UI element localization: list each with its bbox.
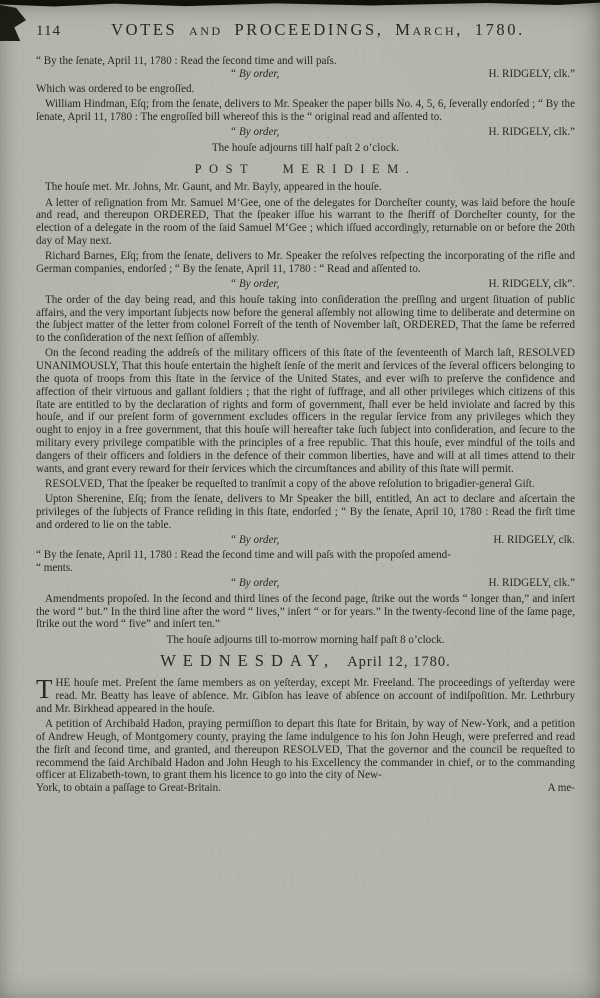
wednesday-heading (36, 651, 575, 671)
engrossment-note: Which was ordered to be engroſſed. (36, 83, 195, 96)
paragraph-resolved-gist: RESOLVED, That the ſpeaker be requeſted to tranſmit a copy of the above reſolution to brigadier-general Giſt. (45, 477, 535, 490)
paragraph-last-line (36, 782, 575, 795)
senate-endorsement-continuation: “ ments. (36, 562, 73, 575)
clerk-signature: H. RIDGELY, clk.” (488, 577, 575, 590)
clerk-signature: H. RIDGELY, clk. (493, 534, 575, 547)
attestation-line (36, 278, 575, 291)
clerk-signature: H. RIDGELY, clk.” (488, 126, 575, 139)
paragraph-mcgee-resignation: A letter of reſignation from Mr. Samuel M‘Gee, one of the delegates for Dorcheſter county, was laid before the houſe and read, and thereupon ORDERED, That the ſpeaker iſſue his warrant to the ſheriff of Dorcheſter county, for the election of a delegate in the room of the ſaid Samuel M‘Gee ; which iſſued accordingly, returnable on or before the 20th day of May next. (36, 196, 575, 248)
running-header (36, 20, 575, 40)
attestation-line (36, 534, 575, 547)
page-number: 114 (36, 23, 61, 39)
page-title: VOTES and PROCEEDINGS, March, 1780. (111, 20, 525, 39)
paragraph-order-of-day: The order of the day being read, and this houſe taking into conſideration the preſſing and urgent ſituation of public affairs, and the very important ſubjects now before the general aſſembly not allowing time to deliberate and determine on the ſubject matter of the letter from colonel Forreſt of the tenth of November laſt, ORDERED, That the ſame be referred to the conſideration of the next ſeſſion of aſſembly. (36, 293, 575, 345)
adjournment-line: The houſe adjourns till half paſt 2 o’clock. (211, 141, 400, 154)
senate-endorsement-line: “ By the ſenate, April 11, 1780 : Read the ſecond time and will paſs with the propoſed amend- (36, 549, 451, 562)
attestation-line (36, 126, 575, 139)
clerk-signature: H. RIDGELY, clk”. (488, 278, 575, 291)
attestation-line (36, 68, 575, 81)
by-order-label: “ By order, (230, 577, 280, 590)
paragraph-sherenine: Upton Sherenine, Eſq; from the ſenate, delivers to Mr Speaker the bill, entitled, An act to declare and aſcertain the privileges of the ſubjects of France reſiding in this ſtate, endorſed ; “ By the ſenate, April 10, 1780 : Read the firſt time and ordered to lie on the table. (36, 493, 575, 531)
paragraph-text: York, to obtain a paſſage to Great-Britain. (36, 782, 221, 795)
page-body (36, 55, 575, 795)
scan-edge-top (0, 0, 600, 7)
by-order-label: “ By order, (230, 67, 280, 80)
by-order-label: “ By order, (230, 534, 280, 547)
ink-blot (0, 5, 26, 41)
paragraph-hindman: William Hindman, Eſq; from the ſenate, delivers to Mr. Speaker the paper bills No. 4, 5, 6, ſeverally endorſed ; “ By the ſenate, April 11, 1780 : The engroſſed bill whereof this is the “ original read and aſſented to. (36, 98, 575, 124)
clerk-signature: H. RIDGELY, clk.” (488, 67, 575, 80)
paragraph-text: HE houſe met. Preſent the ſame members as on yeſterday, except Mr. Freeland. The proceedings of yeſterday were read. Mr. Beatty has leave of abſence. Mr. Gibſon has leave of abſence on account of indiſpoſition. Mr. Lethrbury and Mr. Birkhead appeared in the houſe. (36, 677, 575, 715)
paragraph-military-address: On the ſecond reading the addreſs of the military officers of this ſtate of the ſeventeenth of March laſt, RESOLVED UNANIMOUSLY, That this houſe entertain the higheſt ſenſe of the merit and ſervices of the ſeveral officers belonging to the quota of troops from this ſtate in the ſervice of the United States, and ever wiſh to preſerve the confidence and affection of their virtuous and gallant ſoldiers ; that the right of ſuffrage, and all other privileges which citizens of this ſtate are entitled to by the declaration of rights and form of government, ſhall ever be held inviolate and ſacred by this houſe, and if our preſent form of government excludes officers in the regular ſervice from any privileges which they ought to enjoy in a free government, that this houſe will hereafter take ſuch ſubject into conſideration, and ſecure to the military every privilege compatible with the principles of a free republic. That this houſe, ever mindful of the toils and dangers of their officers and ſoldiers in the defence of their common liberties, have and will at all times attend to their wants, and grant every reward for their ſervices which the circumſtances and ability of this ſtate will permit. (36, 347, 575, 475)
adjournment-line: The houſe adjourns till to-morrow morning half paſt 8 o’clock. (166, 633, 445, 646)
wednesday-date: April 12, 1780. (347, 654, 451, 671)
paragraph-house-met: The houſe met. Mr. Johns, Mr. Gaunt, and Mr. Bayly, appeared in the houſe. (45, 181, 382, 194)
post-meridiem-heading: POST MERIDIEM. (194, 161, 417, 176)
paragraph-amendments: Amendments propoſed. In the ſecond and third lines of the ſecond page, ſtrike out the words “ longer than,” and inſert the word “ but.” In the third line after the word “ lives,” inſert “ or for years.” In the twenty-ſecond line of the ſame page, ſtrike out the word “ five” and inſert ten.” (36, 592, 575, 631)
drop-cap: T (36, 674, 53, 705)
wednesday-day: WEDNESDAY, (160, 651, 336, 671)
by-order-label: “ By order, (230, 126, 280, 139)
page-inner (36, 20, 575, 795)
paragraph-barnes: Richard Barnes, Eſq; from the ſenate, delivers to Mr. Speaker the reſolves reſpecting the incorporating of the rifle and German companies, endorſed ; “ By the ſenate, April 11, 1780 : “ Read and aſſented to. (36, 250, 575, 276)
attestation-line (36, 577, 575, 590)
catchword: A me- (547, 782, 575, 795)
by-order-label: “ By order, (230, 278, 280, 291)
senate-endorsement-line: “ By the ſenate, April 11, 1780 : Read the ſecond time and will paſs. (36, 55, 337, 67)
paragraph-hadon-petition: A petition of Archibald Hadon, praying permiſſion to depart this ſtate for Britain, by way of New-York, and a petition of Andrew Heugh, of Montgomery county, praying the ſame indulgence to his ſon John Heugh, were preferred and read the firſt and ſecond time, and granted, and thereupon RESOLVED, That the governor and the council be requeſted to recommend the ſaid Archibald Hadon and John Heugh to his Excellency the commander in chief, or to the commanding officer at Elizabeth-town, to grant them his licence to go into the city of New- (36, 718, 575, 782)
paragraph-wednesday-opening (36, 674, 575, 715)
